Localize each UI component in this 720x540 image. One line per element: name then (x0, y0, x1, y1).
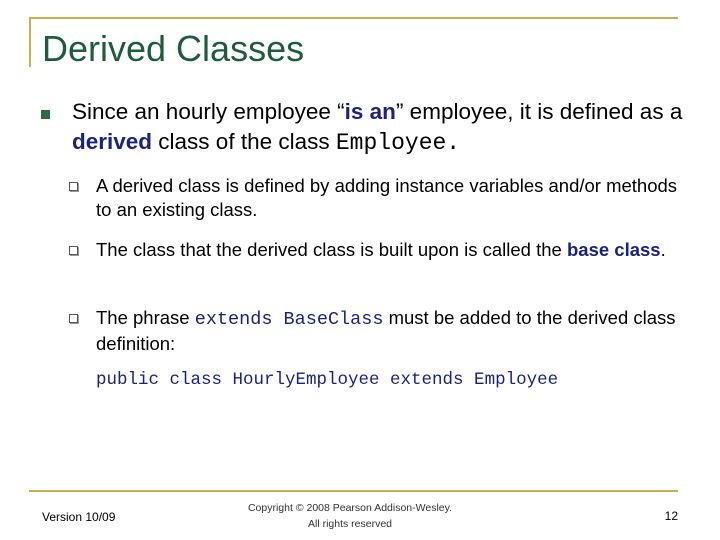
derived-emphasis: derived (72, 129, 153, 154)
main-bullet-text (72, 97, 702, 158)
sub-item-1: A derived class is defined by adding instance variables and/or methods to an existing class. (96, 175, 678, 220)
sub-item-2-part1: The class that the derived class is built upon is called the (96, 239, 567, 260)
slide-title: Derived Classes (42, 28, 305, 69)
hollow-square-bullet-icon (69, 314, 78, 323)
copyright-line-1: Copyright © 2008 Pearson Addison-Wesley. (247, 502, 453, 514)
version-label: Version 10/09 (42, 510, 116, 524)
hollow-square-bullet-icon (69, 246, 78, 255)
copyright-notice (230, 500, 470, 532)
sub-item-2-part2: . (660, 239, 666, 260)
main-text-part2: ” employee, it is defined as a (395, 99, 683, 124)
top-rule (29, 17, 678, 19)
hollow-square-bullet-icon (69, 182, 78, 191)
left-rule (29, 17, 31, 67)
main-text-part1: Since an hourly employee “ (72, 99, 345, 124)
extends-baseclass-code: extends BaseClass (194, 309, 384, 330)
sub-item-2 (96, 238, 696, 262)
square-bullet-icon (41, 110, 50, 119)
sub-item-3-part2: must be added to the derived class definition: (96, 307, 676, 354)
copyright-line-2: All rights reserved (307, 518, 393, 530)
main-text-part3: class of the class (152, 129, 336, 154)
base-class-emphasis: base class (566, 239, 661, 260)
sub-item-3-part1: The phrase (96, 307, 195, 328)
page-number: 12 (664, 509, 678, 523)
footer-rule (29, 490, 678, 492)
is-an-emphasis: is an (344, 99, 396, 124)
employee-code: Employee. (335, 130, 461, 156)
sub-item-3 (96, 306, 696, 356)
code-example: public class HourlyEmployee extends Employee (96, 370, 559, 390)
